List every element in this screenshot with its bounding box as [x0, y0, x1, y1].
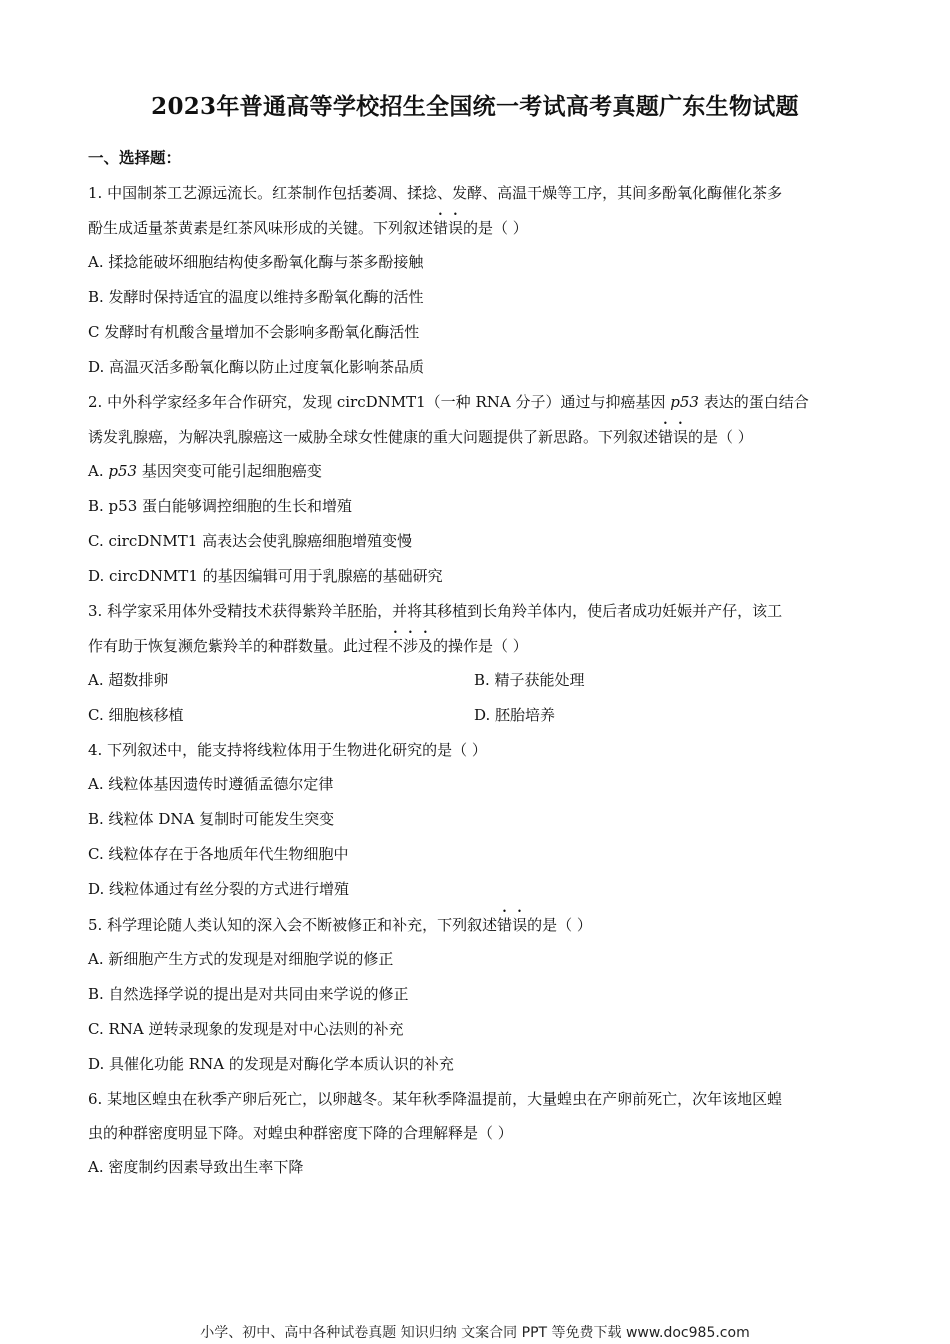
- question-2-option-b: B. p53 蛋白能够调控细胞的生长和增殖: [88, 497, 353, 515]
- question-3-option-b: B. 精子获能处理: [474, 671, 585, 689]
- question-1-line-2: 酚生成适量茶黄素是红茶风味形成的关键。下列叙述错误的是（ ）: [88, 219, 528, 237]
- question-5-option-a: A. 新细胞产生方式的发现是对细胞学说的修正: [88, 950, 394, 968]
- question-1-option-d: D. 高温灭活多酚氧化酶以防止过度氧化影响茶品质: [88, 358, 425, 376]
- question-3-options-row-1: [88, 663, 860, 698]
- question-1: [88, 176, 860, 245]
- section-heading: 一、选择题：: [88, 148, 182, 167]
- footer-link-text[interactable]: 小学、初中、高中各种试卷真题 知识归纳 文案合同 PPT 等免费下载 www.doc985.com: [200, 1325, 750, 1341]
- question-list: [88, 176, 860, 1185]
- question-5-option-b: B. 自然选择学说的提出是对共同由来学说的修正: [88, 985, 409, 1003]
- question-3-option-d: D. 胚胎培养: [474, 706, 556, 724]
- question-3-options-row-2: [88, 698, 860, 733]
- question-1-option-a: A. 揉捻能破坏细胞结构使多酚氧化酶与茶多酚接触: [88, 253, 424, 271]
- question-4-option-c: C. 线粒体存在于各地质年代生物细胞中: [88, 845, 349, 863]
- question-2-option-d: D. circDNMT1 的基因编辑可用于乳腺癌的基础研究: [88, 567, 443, 585]
- question-4-option-d: D. 线粒体通过有丝分裂的方式进行增殖: [88, 880, 350, 898]
- question-6: [88, 1082, 860, 1150]
- emphasis-text: 错误: [433, 219, 464, 237]
- question-5-option-d: D. 具催化功能 RNA 的发现是对酶化学本质认识的补充: [88, 1055, 454, 1073]
- question-4-option-b: B. 线粒体 DNA 复制时可能发生突变: [88, 810, 335, 828]
- question-2-option-a: A. p53 基因突变可能引起细胞癌变: [88, 462, 322, 480]
- question-1-line-1: 1. 中国制茶工艺源远流长。红茶制作包括萎凋、揉捻、发酵、高温干燥等工序，其间多酚氧化酶催化茶多: [88, 184, 783, 202]
- question-4-option-a: A. 线粒体基因遗传时遵循孟德尔定律: [88, 775, 334, 793]
- question-5-line-1: 5. 科学理论随人类认知的深入会不断被修正和补充，下列叙述错误的是（ ）: [88, 916, 592, 934]
- question-6-line-1: 6. 某地区蝗虫在秋季产卵后死亡，以卵越冬。某年秋季降温提前，大量蝗虫在产卵前死亡，次年该地区蝗: [88, 1090, 783, 1108]
- emphasis-text: 错误: [497, 916, 528, 934]
- question-4-line-1: 4. 下列叙述中，能支持将线粒体用于生物进化研究的是（ ）: [88, 741, 487, 759]
- page-title: 2023年普通高等学校招生全国统一考试高考真题广东生物试题: [151, 93, 799, 120]
- question-1-option-b: B. 发酵时保持适宜的温度以维持多酚氧化酶的活性: [88, 288, 424, 306]
- question-3: [88, 594, 860, 663]
- question-2-line-2: 诱发乳腺癌，为解决乳腺癌这一威胁全球女性健康的重大问题提供了新思路。下列叙述错误的是（ ）: [88, 428, 753, 446]
- emphasis-text: 错误: [658, 428, 689, 446]
- question-3-line-2: 作有助于恢复濒危紫羚羊的种群数量。此过程不涉及的操作是（ ）: [88, 637, 528, 655]
- question-6-line-2: 虫的种群密度明显下降。对蝗虫种群密度下降的合理解释是（ ）: [88, 1124, 513, 1142]
- question-3-option-c: C. 细胞核移植: [88, 706, 184, 724]
- question-4: [88, 733, 860, 767]
- emphasis-text: 不涉及: [388, 637, 434, 655]
- question-3-option-a: A. 超数排卵: [88, 671, 169, 689]
- gene-name: p53: [670, 393, 699, 411]
- question-6-option-a: A. 密度制约因素导致出生率下降: [88, 1158, 304, 1176]
- question-2-option-c: C. circDNMT1 高表达会使乳腺癌细胞增殖变慢: [88, 532, 413, 550]
- question-5-option-c: C. RNA 逆转录现象的发现是对中心法则的补充: [88, 1020, 404, 1038]
- question-5: [88, 907, 860, 942]
- question-3-line-1: 3. 科学家采用体外受精技术获得紫羚羊胚胎，并将其移植到长角羚羊体内，使后者成功妊娠并产仔，该工: [88, 602, 783, 620]
- question-1-option-c: C 发酵时有机酸含量增加不会影响多酚氧化酶活性: [88, 323, 420, 341]
- question-2-line-1: 2. 中外科学家经多年合作研究，发现 circDNMT1（一种 RNA 分子）通过与抑癌基因 p53 表达的蛋白结合: [88, 393, 809, 411]
- question-2: [88, 385, 860, 454]
- gene-name: p53: [108, 462, 138, 480]
